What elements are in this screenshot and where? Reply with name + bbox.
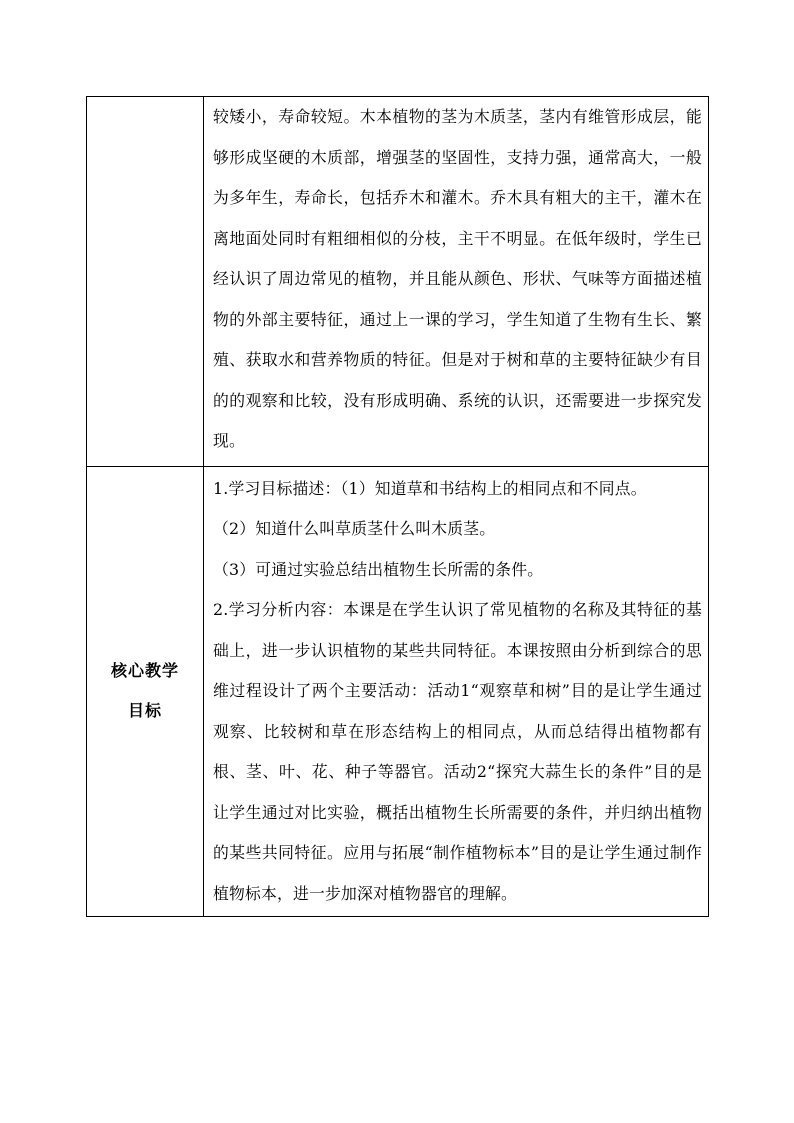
content-text-analysis	[204, 97, 708, 466]
lesson-plan-table	[86, 96, 709, 917]
paragraph: 较矮小，寿命较短。木本植物的茎为木质茎，茎内有维管形成层，能够形成坚硬的木质部，增强茎的坚固性，支持力强，通常高大，一般为多年生，寿命长，包括乔木和灌木。乔木具有粗大的主干，灌木在离地面处同时有粗细相似的分枝，主干不明显。在低年级时，学生已经认识了周边常见的植物，并且能从颜色、形状、气味等方面描述植物的外部主要特征，通过上一课的学习，学生知道了生物有生长、繁殖、获取水和营养物质的特征。但是对于树和草的主要特征缺少有目的的观察和比较，没有形成明确、系统的认识，还需要进一步探究发现。	[213, 107, 702, 450]
row-label-line-1: 核心教学	[110, 661, 179, 681]
row-label-line-2: 目标	[127, 701, 162, 721]
paragraph-analysis: 2.学习分析内容：本课是在学生认识了常见植物的名称及其特征的基础上，进一步认识植物的某些共同特征。本课按照由分析到综合的思维过程设计了两个主要活动：活动1“观察草和树”目的是让学生通过观察、比较树和草在形态结构上的相同点，从而总结得出植物都有根、茎、叶、花、种子等器官。活动2“探究大蒜生长的条件”目的是让学生通过对比实验，概括出植物生长所需要的条件，并归纳出植物的某些共同特征。应用与拓展“制作植物标本”目的是让学生通过制作植物标本，进一步加深对植物器官的理解。	[213, 600, 702, 903]
content-cell-analysis	[204, 97, 709, 467]
row-label-cell-objectives	[87, 466, 204, 917]
table-row-objectives	[87, 466, 709, 917]
content-cell-objectives	[204, 466, 709, 917]
content-text-objectives	[204, 467, 708, 917]
table-row-analysis	[87, 97, 709, 467]
row-label-cell-empty	[87, 97, 204, 467]
paragraph-goal-2: （2）知道什么叫草质茎什么叫木质茎。	[213, 519, 496, 538]
paragraph-goal-3: （3）可通过实验总结出植物生长所需的条件。	[213, 559, 544, 579]
paragraph-goal-1: 1.学习目标描述：（1）知道草和书结构上的相同点和不同点。	[213, 478, 647, 498]
